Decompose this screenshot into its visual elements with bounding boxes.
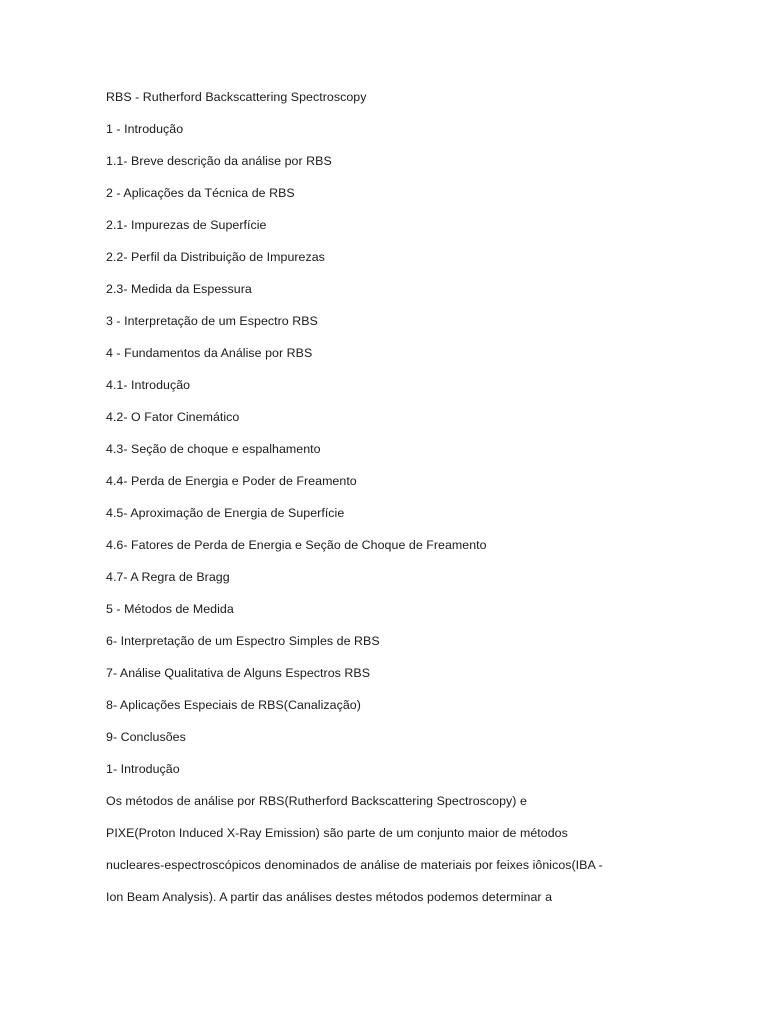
toc-item: 2.1- Impurezas de Superfície	[106, 218, 267, 232]
toc-item: 4.3- Seção de choque e espalhamento	[106, 442, 321, 456]
toc-item: 8- Aplicações Especiais de RBS(Canalização)	[106, 698, 361, 712]
paragraph-line: Os métodos de análise por RBS(Rutherford Backscattering Spectroscopy) e	[106, 794, 527, 808]
toc-item: 1.1- Breve descrição da análise por RBS	[106, 154, 332, 168]
toc-item: 4.7- A Regra de Bragg	[106, 570, 230, 584]
toc-item: 7- Análise Qualitativa de Alguns Espectros RBS	[106, 666, 371, 680]
toc-item: 4.2- O Fator Cinemático	[106, 410, 240, 424]
toc-item: 2 - Aplicações da Técnica de RBS	[106, 186, 295, 200]
toc-item: 1 - Introdução	[106, 122, 184, 136]
toc-item: 9- Conclusões	[106, 730, 186, 744]
toc-item: 4.4- Perda de Energia e Poder de Freamento	[106, 474, 357, 488]
document-title: RBS - Rutherford Backscattering Spectroscopy	[106, 90, 367, 104]
paragraph-line: Ion Beam Analysis). A partir das análises destes métodos podemos determinar a	[106, 890, 553, 904]
section-heading: 1- Introdução	[106, 762, 180, 776]
toc-item: 4.1- Introdução	[106, 378, 191, 392]
toc-item: 2.3- Medida da Espessura	[106, 282, 252, 296]
toc-item: 4.5- Aproximação de Energia de Superfície	[106, 506, 345, 520]
toc-item: 6- Interpretação de um Espectro Simples de RBS	[106, 634, 380, 648]
toc-item: 4 - Fundamentos da Análise por RBS	[106, 346, 313, 360]
paragraph-line: nucleares-espectroscópicos denominados de análise de materiais por feixes iônicos(IBA -	[106, 858, 603, 872]
toc-item: 3 - Interpretação de um Espectro RBS	[106, 314, 318, 328]
toc-item: 4.6- Fatores de Perda de Energia e Seção de Choque de Freamento	[106, 538, 487, 552]
document-body	[106, 88, 726, 920]
paragraph-line: PIXE(Proton Induced X-Ray Emission) são parte de um conjunto maior de métodos	[106, 826, 568, 840]
toc-item: 2.2- Perfil da Distribuição de Impurezas	[106, 250, 325, 264]
toc-item: 5 - Métodos de Medida	[106, 602, 234, 616]
